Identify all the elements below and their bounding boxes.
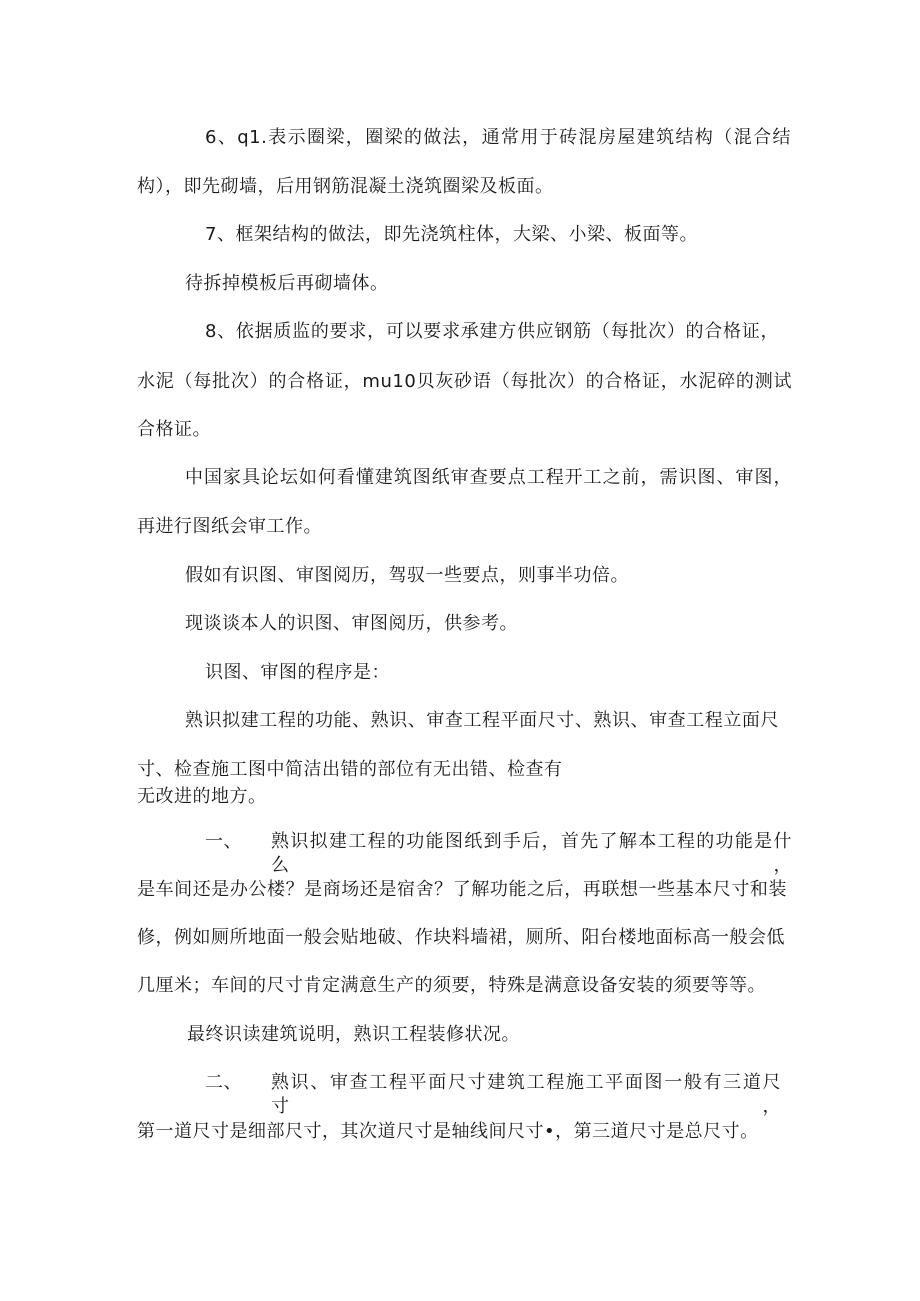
- paragraph-line: 6、q1.表示圈梁，圈梁的做法，通常用于砖混房屋建筑结构（混合结: [205, 127, 791, 148]
- paragraph-line: 7、框架结构的做法，即先浇筑柱体，大梁、小梁、板面等。: [205, 224, 698, 245]
- paragraph-line: 几厘米；车间的尺寸肯定满意生产的须要，特殊是满意设备安装的须要等等。: [137, 975, 766, 996]
- paragraph-line: 构），即先砌墙，后用钢筋混凝土浇筑圈梁及板面。: [137, 176, 554, 197]
- paragraph-line: 熟识拟建工程的功能图纸到手后，首先了解本工程的功能是什么，: [271, 831, 792, 876]
- paragraph-line: 无改进的地方。: [137, 786, 267, 807]
- paragraph-line: 中国家具论坛如何看懂建筑图纸审查要点工程开工之前，需识图、审图，: [185, 467, 792, 488]
- list-marker: 一、: [205, 831, 242, 852]
- section-heading: 识图、审图的程序是：: [205, 662, 390, 683]
- paragraph-line: 第一道尺寸是细部尺寸，其次道尺寸是轴线间尺寸•，第三道尺寸是总尺寸。: [137, 1121, 759, 1142]
- paragraph-line: 假如有识图、审图阅历，驾驭一些要点，则事半功倍。: [185, 565, 629, 586]
- paragraph-line: 寸、检查施工图中简洁出错的部位有无出错、检查有: [137, 759, 563, 780]
- paragraph-line: 修，例如厕所地面一般会贴地破、作块料墙裙，厕所、阳台楼地面标高一般会低: [137, 927, 785, 948]
- paragraph-line: 8、依据质监的要求，可以要求承建方供应钢筋（每批次）的合格证，: [205, 321, 779, 342]
- paragraph-line: 水泥（每批次）的合格证，mu10贝灰砂语（每批次）的合格证，水泥碎的测试: [137, 371, 792, 392]
- paragraph-line: 现谈谈本人的识图、审图阅历，供参考。: [185, 613, 518, 634]
- paragraph-line: 待拆掉模板后再砌墙体。: [185, 273, 389, 294]
- paragraph-line: 是车间还是办公楼？是商场还是宿舍？了解功能之后，再联想一些基本尺寸和装: [137, 879, 787, 900]
- list-marker: 二、: [205, 1072, 242, 1093]
- paragraph-line: 合格证。: [137, 419, 211, 440]
- paragraph-line: 再进行图纸会审工作。: [137, 516, 322, 537]
- paragraph-line: 熟识、审查工程平面尺寸建筑工程施工平面图一般有三道尺寸，: [271, 1072, 781, 1117]
- paragraph-line: 熟识拟建工程的功能、熟识、审查工程平面尺寸、熟识、审查工程立面尺: [185, 710, 779, 731]
- paragraph-line: 最终识读建筑说明，熟识工程装修状况。: [187, 1024, 520, 1045]
